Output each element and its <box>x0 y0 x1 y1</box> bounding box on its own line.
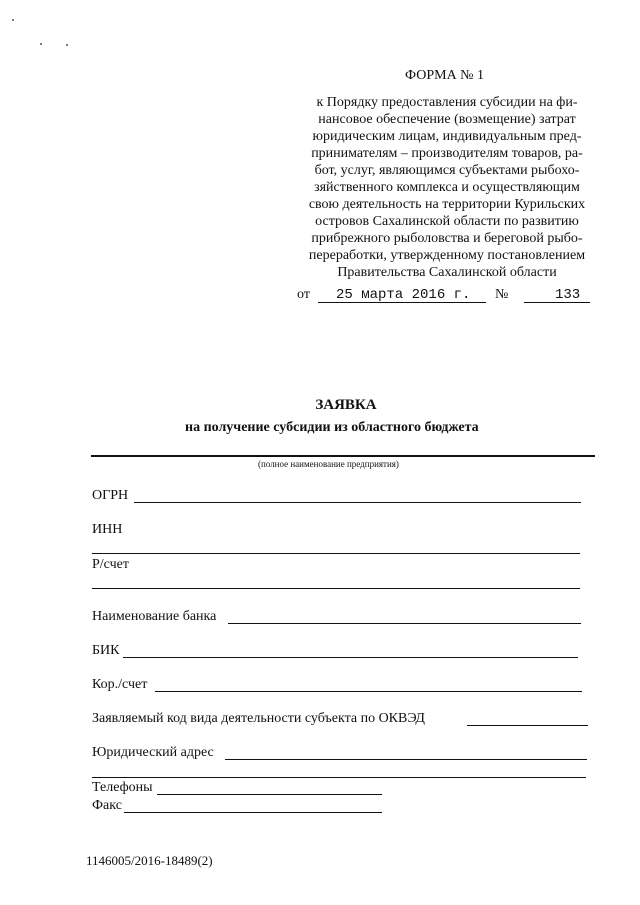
bik-label: БИК <box>92 643 120 658</box>
scan-speck <box>66 44 68 46</box>
form-title: ФОРМА № 1 <box>405 68 485 83</box>
account-field[interactable] <box>92 588 580 589</box>
inn-label: ИНН <box>92 522 123 537</box>
phones-label: Телефоны <box>92 780 153 795</box>
okved-label: Заявляемый код вида деятельности субъекта по ОКВЭД <box>92 711 425 726</box>
header-line: Правительства Сахалинской области <box>337 265 557 280</box>
header-line: зяйственного комплекса и осуществляющим <box>314 180 580 195</box>
company-name-caption: (полное наименование предприятия) <box>258 459 399 469</box>
application-title: ЗАЯВКА <box>315 397 377 413</box>
account-label: Р/счет <box>92 557 129 572</box>
application-subtitle: на получение субсидии из областного бюджета <box>185 420 479 435</box>
header-line: свою деятельность на территории Курильских <box>308 197 586 212</box>
header-line: островов Сахалинской области по развитию <box>315 214 579 229</box>
address-field-line-2[interactable] <box>92 777 586 778</box>
date-from-label: от <box>297 287 310 302</box>
ogrn-field[interactable] <box>134 502 581 503</box>
header-line: к Порядку предоставления субсидии на фи- <box>316 95 578 110</box>
header-line: переработки, утвержденному постановлением <box>308 248 586 263</box>
inn-field[interactable] <box>92 553 580 554</box>
header-line: принимателям – производителям товаров, ра- <box>311 146 583 161</box>
header-line: бот, услуг, являющимся субъектами рыбохо- <box>314 163 580 178</box>
company-name-field[interactable] <box>91 455 595 457</box>
ogrn-label: ОГРН <box>92 488 129 503</box>
okved-field[interactable] <box>467 725 588 726</box>
decree-number: 133 <box>555 287 581 303</box>
address-label: Юридический адрес <box>92 745 214 760</box>
bik-field[interactable] <box>123 657 578 658</box>
number-label: № <box>495 287 509 302</box>
phones-field[interactable] <box>157 794 382 795</box>
document-footer-number: 1146005/2016-18489(2) <box>86 853 213 868</box>
corr-account-label: Кор./счет <box>92 677 148 692</box>
header-line: юридическим лицам, индивидуальным пред- <box>312 129 582 144</box>
header-line: прибрежного рыболовства и береговой рыбо- <box>311 231 583 246</box>
fax-label: Факс <box>92 798 122 813</box>
bank-field[interactable] <box>228 623 581 624</box>
header-approval-text <box>292 94 602 281</box>
decree-date: 25 марта 2016 г. <box>336 287 471 303</box>
scan-speck <box>12 19 14 21</box>
bank-label: Наименование банка <box>92 609 217 624</box>
fax-field[interactable] <box>124 812 382 813</box>
address-field[interactable] <box>225 759 587 760</box>
header-line: нансовое обеспечение (возмещение) затрат <box>318 112 576 127</box>
scan-speck <box>40 43 42 45</box>
corr-account-field[interactable] <box>155 691 582 692</box>
